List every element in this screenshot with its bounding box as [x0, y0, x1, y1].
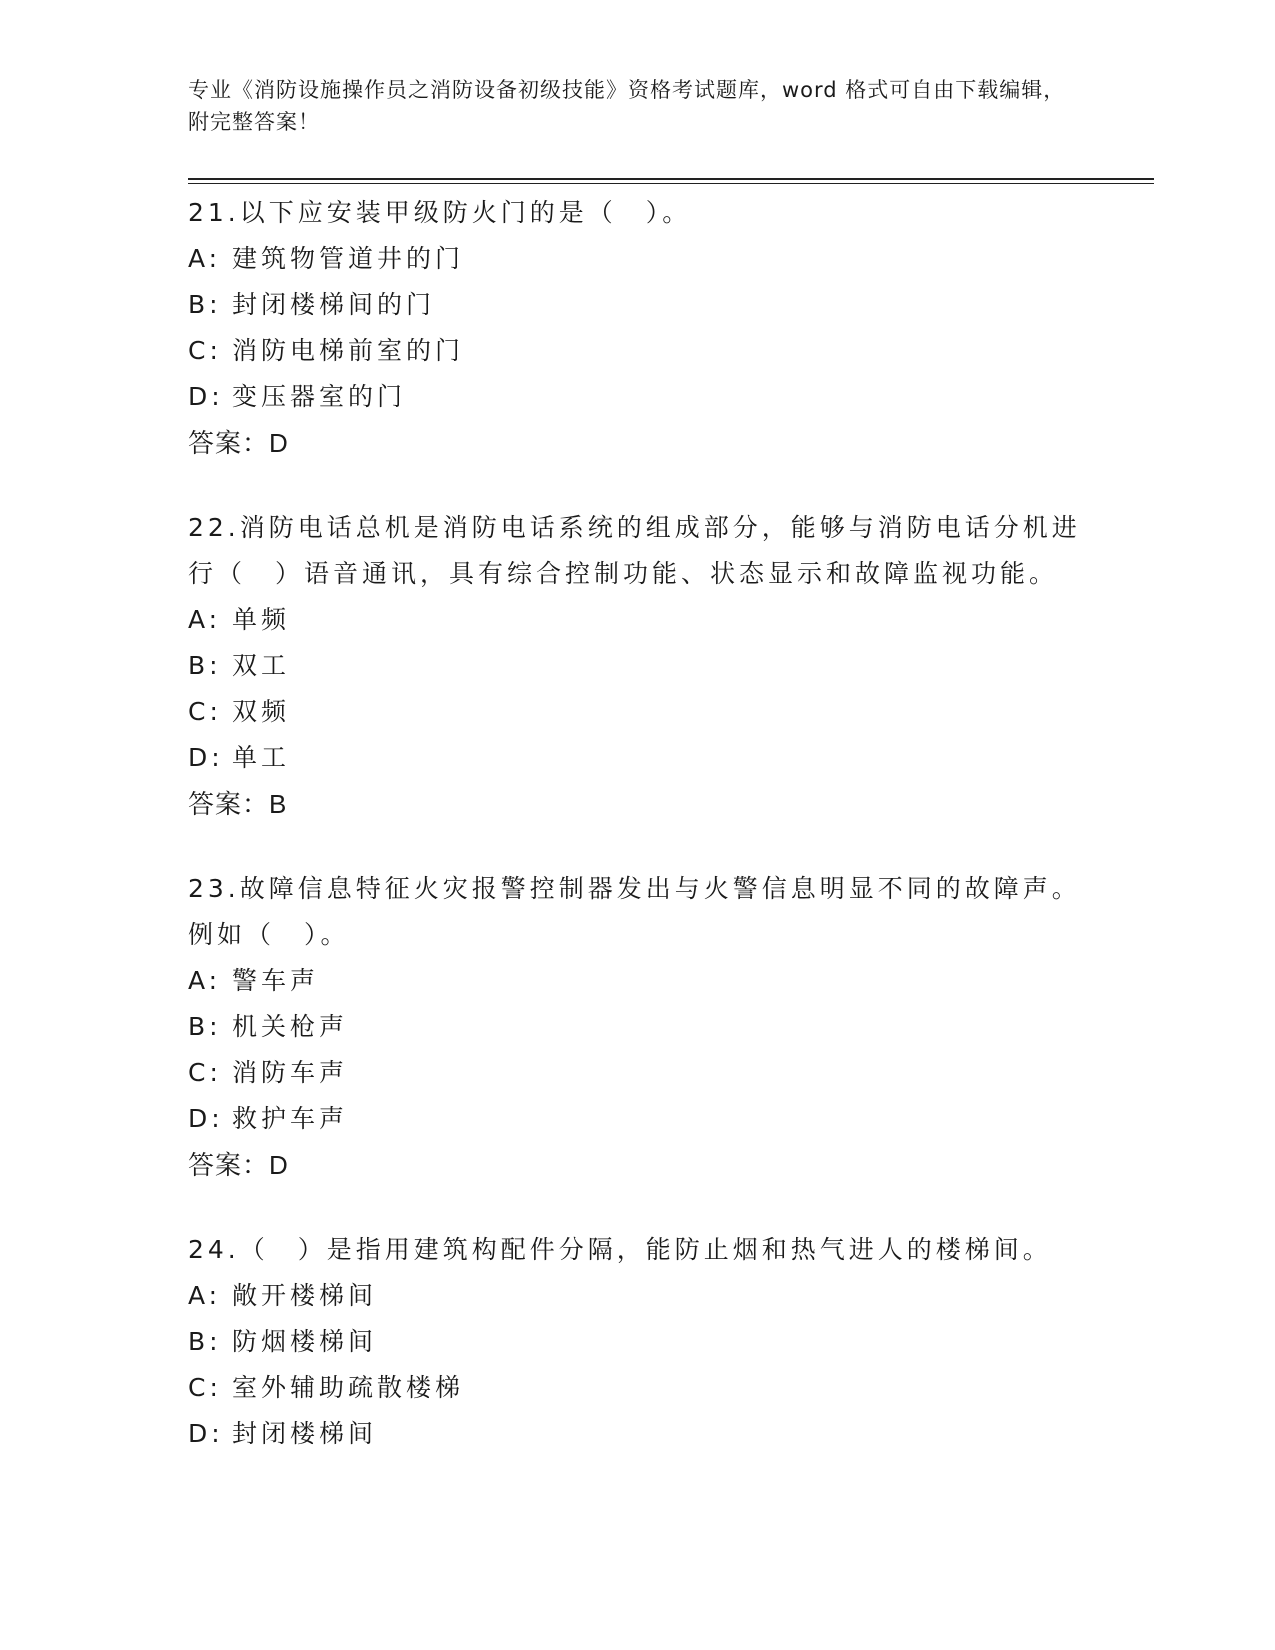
header-rule-thin — [188, 183, 1154, 184]
option-text: 警车声 — [232, 966, 320, 995]
option-d — [188, 374, 1088, 420]
option-letter: D: — [188, 1104, 224, 1133]
option-text: 室外辅助疏散楼梯 — [232, 1373, 465, 1402]
option-letter: B: — [188, 290, 222, 319]
option-text: 封闭楼梯间的门 — [232, 290, 436, 319]
option-c — [188, 689, 1088, 735]
option-letter: D: — [188, 382, 224, 411]
option-letter: A: — [188, 244, 222, 273]
answer-value: D — [269, 1150, 288, 1180]
question-text: 21.以下应安装甲级防火门的是（ ）。 — [188, 198, 692, 227]
option-a — [188, 1273, 1088, 1319]
question-21 — [188, 190, 1088, 466]
question-22 — [188, 505, 1088, 827]
option-letter: A: — [188, 605, 222, 634]
question-23 — [188, 866, 1088, 1188]
option-letter: A: — [188, 1281, 222, 1310]
answer-label: 答案： — [188, 1150, 270, 1180]
option-b — [188, 282, 1088, 328]
option-d — [188, 1096, 1088, 1142]
question-24 — [188, 1227, 1088, 1457]
option-letter: C: — [188, 336, 222, 365]
option-b — [188, 643, 1088, 689]
option-letter: C: — [188, 1373, 222, 1402]
option-text: 建筑物管道井的门 — [232, 244, 465, 273]
answer-value: D — [269, 428, 288, 458]
option-text: 消防电梯前室的门 — [232, 336, 465, 365]
option-a — [188, 958, 1088, 1004]
option-text: 变压器室的门 — [232, 382, 407, 411]
answer-label: 答案： — [188, 428, 270, 458]
option-d — [188, 735, 1088, 781]
option-a — [188, 236, 1088, 282]
answer-value: B — [269, 789, 287, 819]
answer-line — [188, 420, 1088, 466]
option-letter: B: — [188, 651, 222, 680]
option-letter: A: — [188, 966, 222, 995]
question-text: 23.故障信息特征火灾报警控制器发出与火警信息明显不同的故障声。例如（ ）。 — [188, 874, 1081, 949]
answer-label: 答案： — [188, 789, 270, 819]
option-text: 消防车声 — [232, 1058, 349, 1087]
option-text: 单工 — [232, 743, 291, 772]
option-letter: B: — [188, 1327, 222, 1356]
header-rule — [188, 178, 1154, 180]
option-text: 双频 — [232, 697, 291, 726]
question-list — [188, 190, 1088, 1496]
option-a — [188, 597, 1088, 643]
option-text: 防烟楼梯间 — [232, 1327, 378, 1356]
option-b — [188, 1319, 1088, 1365]
option-text: 封闭楼梯间 — [232, 1419, 378, 1448]
option-letter: D: — [188, 1419, 224, 1448]
option-c — [188, 328, 1088, 374]
option-letter: B: — [188, 1012, 222, 1041]
document-header: 专业《消防设施操作员之消防设备初级技能》资格考试题库，word 格式可自由下载编辑，附完整答案！ — [188, 78, 1066, 134]
question-text: 24.（ ）是指用建筑构配件分隔，能防止烟和热气进人的楼梯间。 — [188, 1235, 1052, 1264]
option-c — [188, 1365, 1088, 1411]
option-text: 单频 — [232, 605, 291, 634]
answer-line — [188, 1142, 1088, 1188]
option-text: 敞开楼梯间 — [232, 1281, 378, 1310]
option-c — [188, 1050, 1088, 1096]
answer-line — [188, 781, 1088, 827]
option-text: 机关枪声 — [232, 1012, 349, 1041]
option-b — [188, 1004, 1088, 1050]
option-letter: C: — [188, 1058, 222, 1087]
option-d — [188, 1411, 1088, 1457]
option-letter: C: — [188, 697, 222, 726]
question-text: 22.消防电话总机是消防电话系统的组成部分，能够与消防电话分机进行（ ）语音通讯，具有综合控制功能、状态显示和故障监视功能。 — [188, 513, 1081, 588]
option-text: 双工 — [232, 651, 291, 680]
option-text: 救护车声 — [232, 1104, 349, 1133]
option-letter: D: — [188, 743, 224, 772]
